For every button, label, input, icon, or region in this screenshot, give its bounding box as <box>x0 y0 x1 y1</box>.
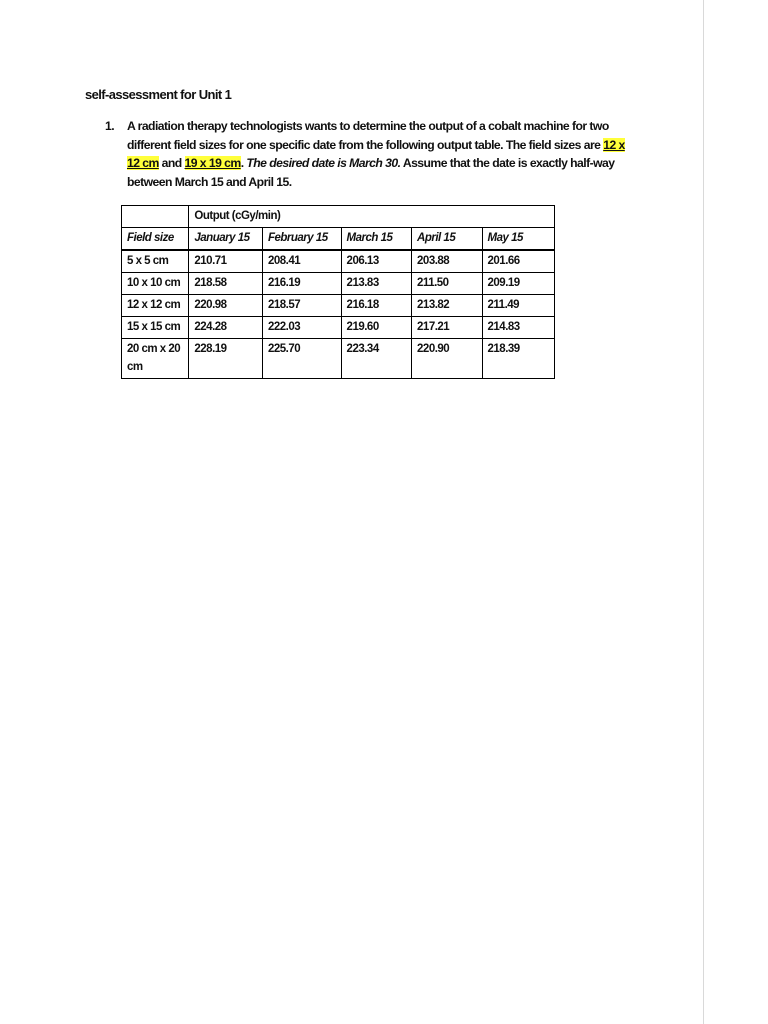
question-text-part1: A radiation therapy technologists wants to determine the output of a cobalt machine for two different field sizes for one specific date from the following output table. The field sizes are <box>127 119 609 152</box>
output-cell: 203.88 <box>412 250 482 273</box>
output-cell: 209.19 <box>482 273 554 295</box>
field-size-cell: 5 x 5 cm <box>122 250 189 273</box>
output-cell: 208.41 <box>262 250 341 273</box>
output-cell: 220.90 <box>412 339 482 379</box>
output-cell: 218.39 <box>482 339 554 379</box>
document-heading: self-assessment for Unit 1 <box>85 87 232 102</box>
field-size-cell: 20 cm x 20 cm <box>122 339 189 379</box>
desired-date-text: The desired date is March 30. <box>246 156 401 171</box>
output-cell: 216.18 <box>341 295 411 317</box>
column-header-march-15: March 15 <box>341 228 411 251</box>
output-cell: 211.49 <box>482 295 554 317</box>
table-row <box>122 339 555 379</box>
column-header-january-15: January 15 <box>189 228 263 251</box>
output-cell: 228.19 <box>189 339 263 379</box>
output-cell: 213.83 <box>341 273 411 295</box>
question-number: 1. <box>105 119 115 133</box>
question-text-part2: and <box>158 156 185 171</box>
table-group-header-row <box>122 206 555 228</box>
question-text <box>127 117 625 192</box>
output-cell: 206.13 <box>341 250 411 273</box>
output-cell: 223.34 <box>341 339 411 379</box>
table-row <box>122 250 555 273</box>
column-header-may-15: May 15 <box>482 228 554 251</box>
table-row <box>122 295 555 317</box>
output-cell: 201.66 <box>482 250 554 273</box>
field-size-cell: 10 x 10 cm <box>122 273 189 295</box>
column-header-field-size: Field size <box>122 228 189 251</box>
output-cell: 218.58 <box>189 273 263 295</box>
field-size-cell: 12 x 12 cm <box>122 295 189 317</box>
output-cell: 217.21 <box>412 317 482 339</box>
page-edge-divider <box>703 0 704 1024</box>
table-row <box>122 317 555 339</box>
output-cell: 216.19 <box>262 273 341 295</box>
output-cell: 213.82 <box>412 295 482 317</box>
column-header-april-15: April 15 <box>412 228 482 251</box>
output-cell: 222.03 <box>262 317 341 339</box>
table-header-row <box>122 228 555 251</box>
question-text-part3: . <box>240 156 247 171</box>
output-cell: 220.98 <box>189 295 263 317</box>
output-group-header: Output (cGy/min) <box>189 206 555 228</box>
output-cell: 224.28 <box>189 317 263 339</box>
output-cell: 214.83 <box>482 317 554 339</box>
output-cell: 211.50 <box>412 273 482 295</box>
question-text-part4: Assume that the date is exactly half-way between March 15 and April 15. <box>127 156 615 190</box>
output-cell: 210.71 <box>189 250 263 273</box>
output-cell: 218.57 <box>262 295 341 317</box>
table-row <box>122 273 555 295</box>
output-table <box>121 205 555 379</box>
column-header-february-15: February 15 <box>262 228 341 251</box>
highlighted-field-size-2: 19 x 19 cm <box>184 156 241 171</box>
question-1 <box>105 117 625 192</box>
output-cell: 225.70 <box>262 339 341 379</box>
highlighted-field-size-1: 12 x 12 cm <box>127 137 625 171</box>
field-size-cell: 15 x 15 cm <box>122 317 189 339</box>
table-corner-cell <box>122 206 189 228</box>
output-cell: 219.60 <box>341 317 411 339</box>
